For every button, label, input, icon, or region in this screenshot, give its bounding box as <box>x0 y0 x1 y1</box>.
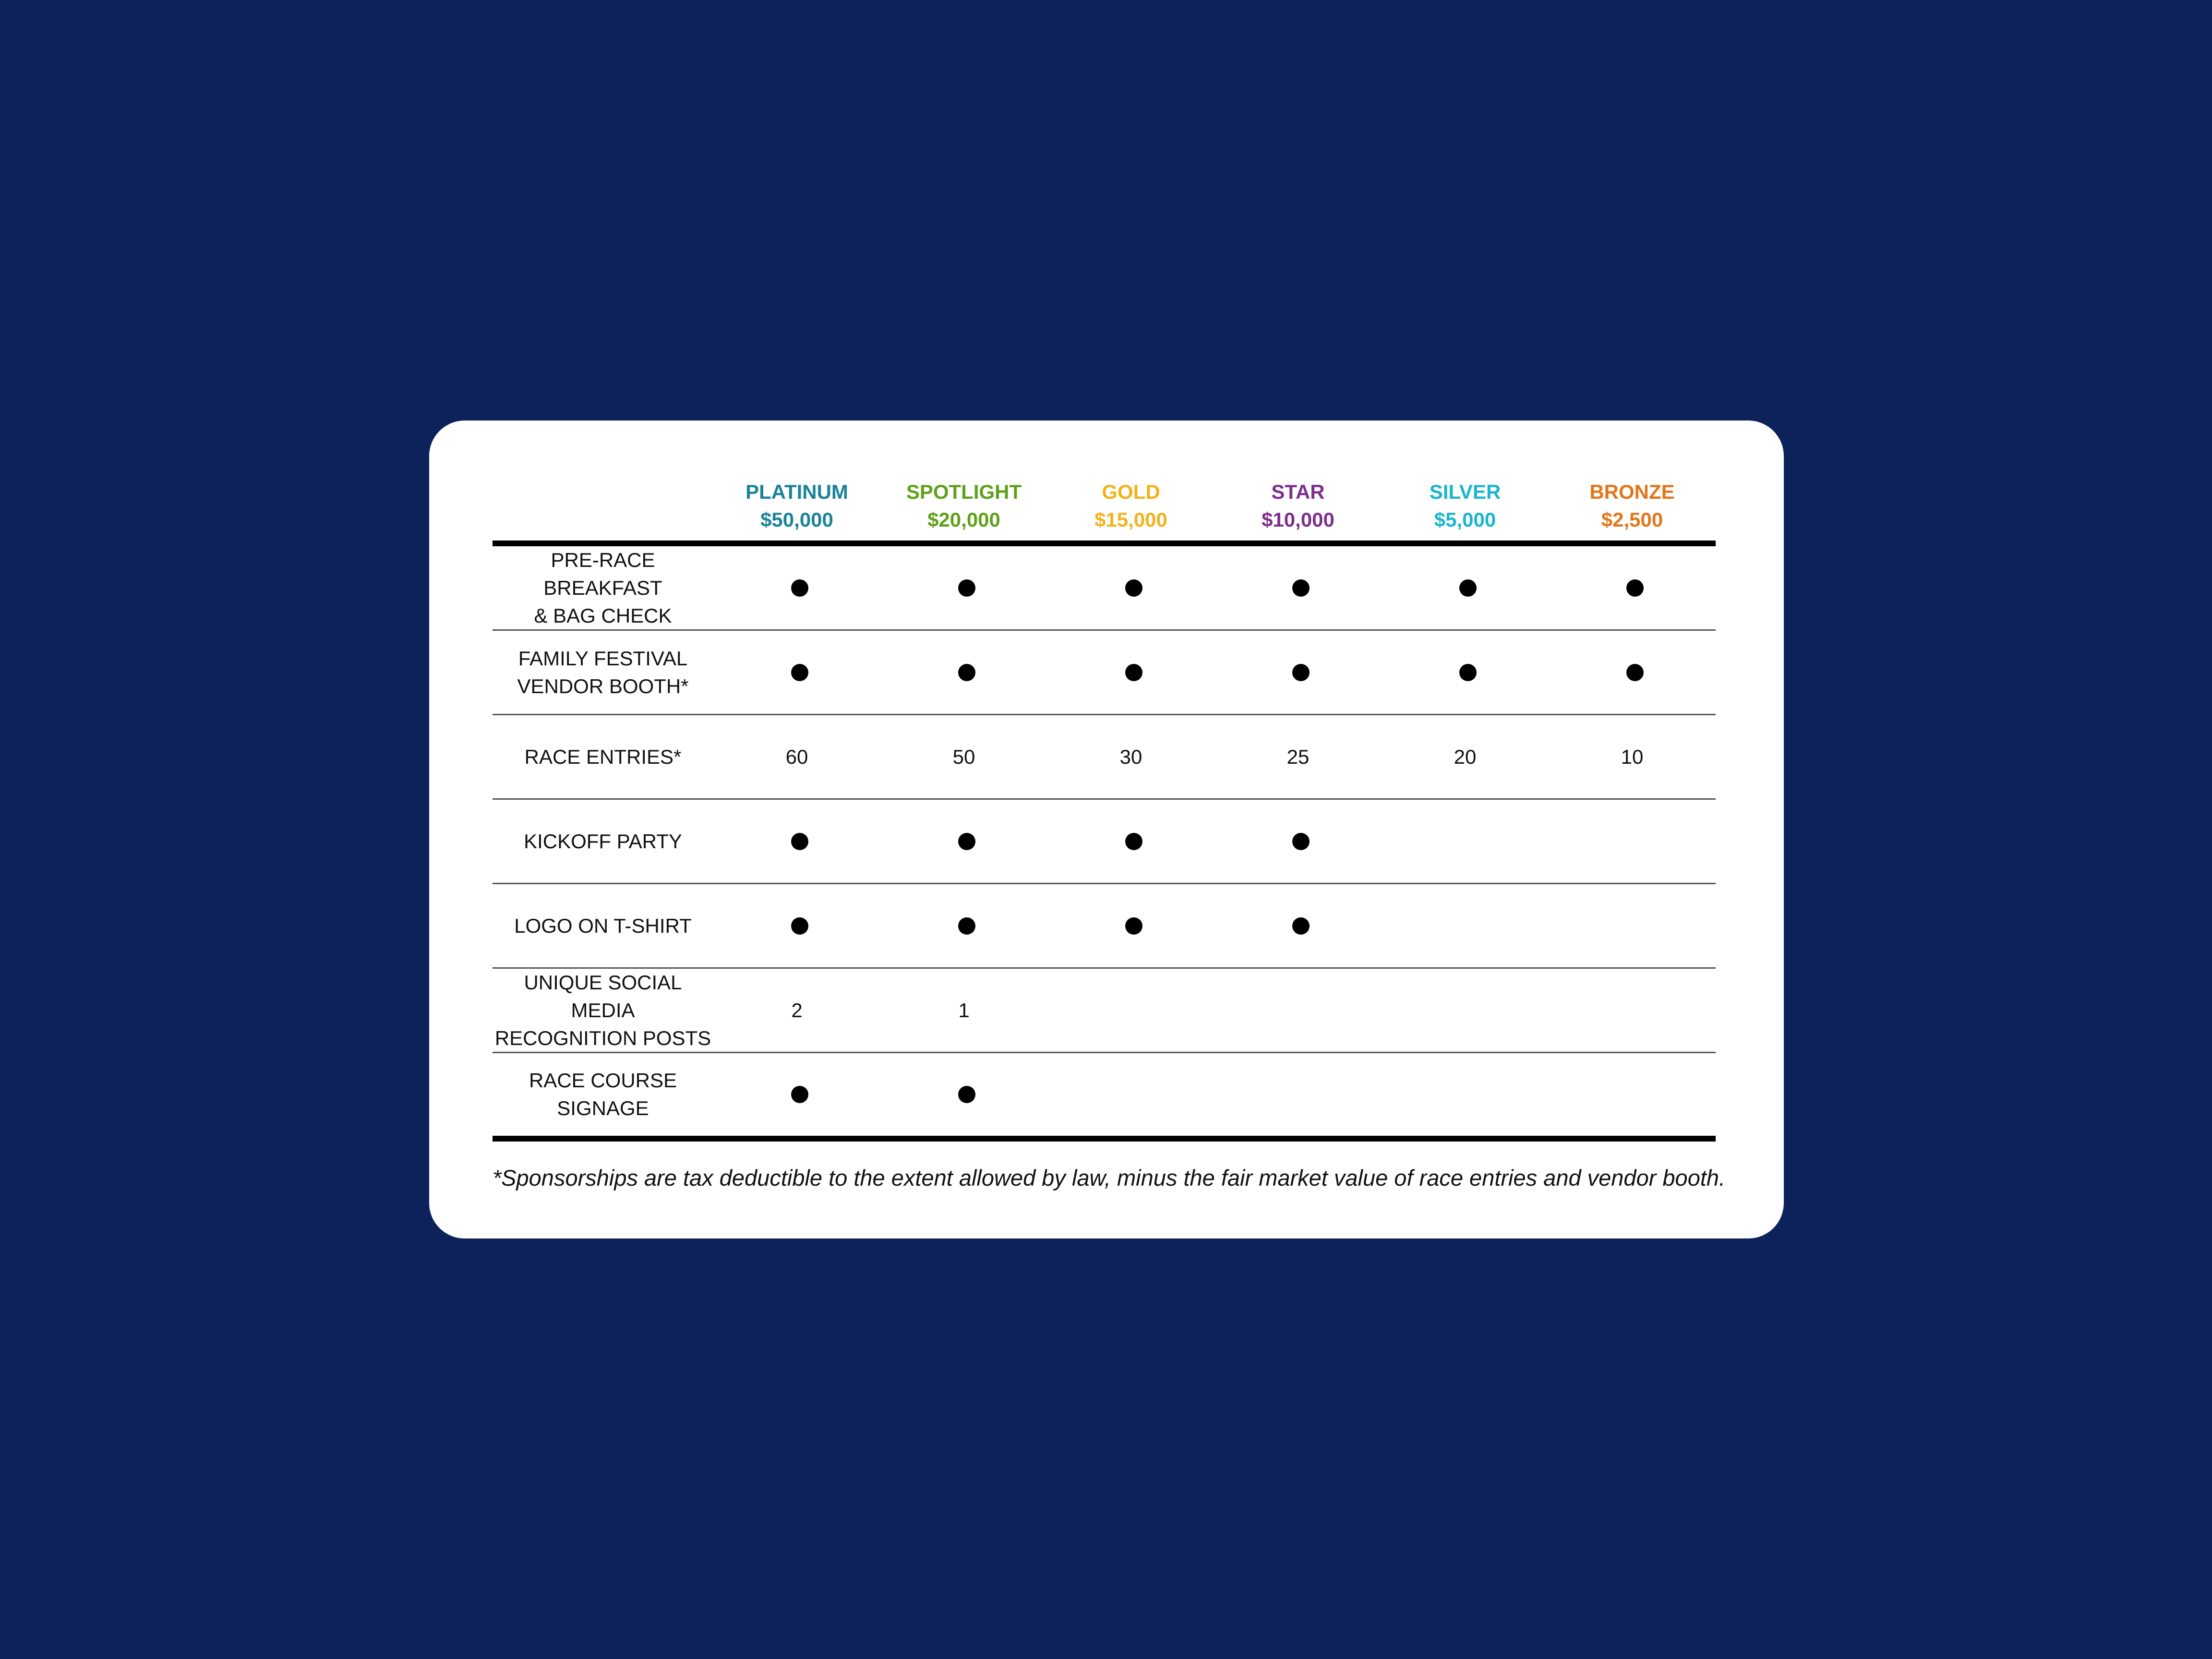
benefit-cell <box>880 659 1047 686</box>
table-row <box>493 884 1716 969</box>
benefit-cell <box>1214 1081 1382 1108</box>
tier-gold <box>1047 478 1214 534</box>
benefit-cell: 50 <box>952 745 975 768</box>
included-dot-icon <box>1292 664 1310 681</box>
table-row <box>493 546 1716 631</box>
feature-label: RACE ENTRIES* <box>524 745 682 768</box>
benefit-cell <box>1549 1081 1716 1108</box>
benefit-cell: 60 <box>785 745 808 768</box>
tier-price: $5,000 <box>1434 508 1496 531</box>
feature-label: LOGO ON T-SHIRT <box>514 914 692 937</box>
benefit-cell: 2 <box>791 999 803 1022</box>
included-dot-icon <box>1125 664 1142 681</box>
tier-name: PLATINUM <box>745 481 848 503</box>
benefit-cell <box>1549 912 1716 940</box>
sponsorship-card <box>429 421 1784 1238</box>
benefit-cell <box>713 574 880 602</box>
benefit-cell <box>880 1081 1047 1108</box>
included-dot-icon <box>1459 579 1477 597</box>
feature-label: KICKOFF PARTY <box>524 830 682 853</box>
benefit-cell: 30 <box>1119 745 1142 768</box>
included-dot-icon <box>958 917 975 935</box>
tax-footnote: *Sponsorships are tax deductible to the extent allowed by law, minus the fair market value of race entries and vendor booth. <box>492 1165 1726 1190</box>
benefit-cell <box>1214 828 1382 855</box>
tier-price: $50,000 <box>760 508 833 531</box>
tier-name: STAR <box>1271 481 1325 503</box>
benefit-cell: 10 <box>1621 745 1644 768</box>
tier-price: $2,500 <box>1601 508 1663 531</box>
benefit-cell <box>1047 659 1214 686</box>
tier-price: $20,000 <box>927 508 1000 531</box>
included-dot-icon <box>1292 833 1310 850</box>
benefit-cell <box>1382 574 1549 602</box>
benefit-cell <box>1214 997 1382 1024</box>
included-dot-icon <box>958 579 975 597</box>
benefit-cell <box>1382 997 1549 1024</box>
benefit-cell <box>713 912 880 940</box>
benefit-cell <box>713 1081 880 1108</box>
benefit-cell <box>1382 912 1549 940</box>
benefit-cell <box>1549 828 1716 855</box>
benefit-cell <box>713 828 880 855</box>
table-row <box>493 631 1716 715</box>
table-row <box>493 969 1716 1053</box>
feature-label: FAMILY FESTIVAL VENDOR BOOTH* <box>517 647 689 697</box>
feature-label: PRE-RACE BREAKFAST & BAG CHECK <box>534 549 672 627</box>
included-dot-icon <box>791 579 808 597</box>
benefit-cell <box>1549 659 1716 686</box>
benefit-cell <box>1047 912 1214 940</box>
included-dot-icon <box>1626 579 1644 597</box>
feature-label: UNIQUE SOCIAL MEDIA RECOGNITION POSTS <box>494 971 711 1049</box>
included-dot-icon <box>791 664 808 681</box>
included-dot-icon <box>791 917 808 935</box>
benefit-cell <box>1382 659 1549 686</box>
tier-name: SPOTLIGHT <box>906 481 1022 503</box>
tier-price: $10,000 <box>1262 508 1334 531</box>
benefit-cell <box>1382 828 1549 855</box>
benefit-cell: 1 <box>958 999 970 1022</box>
tier-platinum <box>713 478 880 534</box>
included-dot-icon <box>1292 579 1310 597</box>
benefit-cell <box>1214 912 1382 940</box>
tier-spotlight <box>880 478 1047 534</box>
included-dot-icon <box>1292 917 1310 935</box>
included-dot-icon <box>958 833 975 850</box>
tier-name: GOLD <box>1102 481 1160 503</box>
table-row <box>493 715 1716 800</box>
benefit-cell <box>1047 997 1214 1024</box>
benefit-cell <box>1549 574 1716 602</box>
included-dot-icon <box>1459 664 1477 681</box>
included-dot-icon <box>1125 917 1142 935</box>
included-dot-icon <box>1125 833 1142 850</box>
benefit-cell <box>1047 1081 1214 1108</box>
benefit-cell <box>880 828 1047 855</box>
tier-name: BRONZE <box>1589 481 1675 503</box>
table-row <box>493 1053 1716 1142</box>
included-dot-icon <box>791 833 808 850</box>
tier-name: SILVER <box>1429 481 1501 503</box>
benefit-cell <box>880 912 1047 940</box>
table-row <box>493 800 1716 884</box>
benefit-cell <box>1047 828 1214 855</box>
tier-price: $15,000 <box>1094 508 1167 531</box>
tier-star <box>1214 478 1382 534</box>
included-dot-icon <box>958 664 975 681</box>
benefit-cell: 20 <box>1454 745 1477 768</box>
included-dot-icon <box>791 1086 808 1103</box>
benefit-cell <box>1047 574 1214 602</box>
benefit-cell <box>1382 1081 1549 1108</box>
tier-silver <box>1382 478 1549 534</box>
benefit-cell <box>713 659 880 686</box>
included-dot-icon <box>958 1086 975 1103</box>
benefit-cell <box>1214 574 1382 602</box>
included-dot-icon <box>1125 579 1142 597</box>
tier-bronze <box>1549 478 1716 534</box>
benefit-cell <box>880 574 1047 602</box>
included-dot-icon <box>1626 664 1644 681</box>
benefit-cell <box>1549 997 1716 1024</box>
sponsorship-table <box>493 471 1716 1142</box>
benefit-cell <box>1214 659 1382 686</box>
feature-label: RACE COURSE SIGNAGE <box>529 1069 677 1119</box>
benefit-cell: 25 <box>1286 745 1310 768</box>
tier-header-row <box>493 471 1716 546</box>
